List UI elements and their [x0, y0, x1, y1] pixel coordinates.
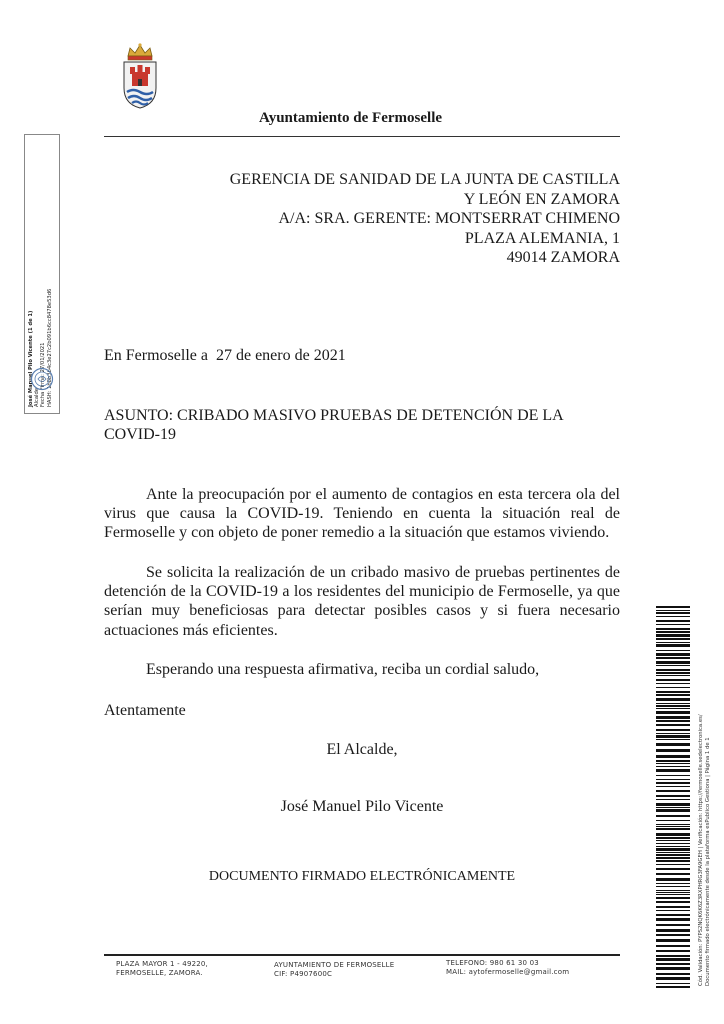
signature-role: Alcalde: [34, 388, 41, 407]
footer-divider: [104, 954, 620, 956]
footer-org-name: AYUNTAMIENTO DE FERMOSELLE: [274, 961, 395, 969]
town-hall-title: Ayuntamiento de Fermoselle: [259, 110, 443, 126]
body-paragraph-2: [104, 563, 620, 640]
footer-address-line-2: FERMOSELLE, ZAMORA.: [116, 969, 203, 977]
recipient-line-1: GERENCIA DE SANIDAD DE LA JUNTA DE CASTILLA: [229, 171, 620, 188]
recipient-line-4: PLAZA ALEMANIA, 1: [464, 230, 620, 247]
recipient-line-3: A/A: SRA. GERENTE: MONTSERRAT CHIMENO: [278, 210, 620, 227]
body-paragraph-3-text: Esperando una respuesta afirmativa, reciba un cordial saludo,: [146, 661, 540, 678]
subject-line-1: ASUNTO: CRIBADO MASIVO PRUEBAS DE DETENCIÓN DE LA: [104, 407, 564, 424]
verification-text: [698, 646, 712, 986]
electronic-signature-box: [24, 134, 60, 414]
recipient-line-5: 49014 ZAMORA: [506, 249, 620, 266]
footer-contact: [446, 959, 569, 977]
verification-platform-line: Documento firmado electrónicamente desde la plataforma esPublico Gestiona | Página 1 de 1: [705, 737, 712, 986]
footer-cif: CIF: P4907600C: [274, 970, 333, 978]
electronic-signature-note: DOCUMENTO FIRMADO ELECTRÓNICAMENTE: [208, 869, 516, 884]
recipient-line-2: Y LEÓN EN ZAMORA: [463, 191, 620, 208]
signature-date: Fecha Firma: 27/01/2021: [40, 342, 47, 407]
footer-address-line-1: PLAZA MAYOR 1 - 49220,: [116, 960, 208, 968]
coat-of-arms-logo: [114, 42, 166, 112]
date-line: En Fermoselle a 27 de enero de 2021: [104, 347, 346, 364]
header-divider: [104, 136, 620, 137]
footer-organization: [274, 961, 394, 979]
signer-role: El Alcalde,: [326, 741, 398, 758]
closing-atentamente: Atentamente: [104, 702, 186, 719]
footer-phone: TELEFONO: 980 61 30 03: [446, 959, 539, 967]
body-paragraph-1: [104, 485, 620, 543]
footer-address: [116, 960, 208, 978]
footer-email: MAIL: aytofermoselle@gmail.com: [446, 968, 570, 976]
body-paragraph-1-text: Ante la preocupación por el aumento de contagios en esta tercera ola del virus que causa la COVID-19. Teniendo en cuenta la situación real de Fermoselle y con objeto de poner remedio a la situación que estamos viviendo.: [104, 486, 620, 542]
signature-signer: José Manuel Pilo Vicente (1 de 1): [28, 310, 34, 407]
body-paragraph-2-text: Se solicita la realización de un cribado masivo de pruebas pertinentes de detención de la COVID-19 a los residentes del municipio de Fermoselle, ya que serían muy beneficiosas para detectar posibles casos y si fuera necesario actuaciones más eficientes.: [104, 564, 620, 639]
body-paragraph-3: [104, 660, 620, 679]
subject-line-2: COVID-19: [104, 426, 176, 443]
signer-name: José Manuel Pilo Vicente: [280, 798, 444, 815]
signature-hash: HASH: 1b8b3b4c3e27c2b091b6cc8478e53d6: [46, 288, 53, 407]
signature-seal-icon: [30, 367, 54, 391]
verification-barcode: [656, 606, 690, 988]
verification-code-line: Cód. Validación: PYPS2NQK6K6Z3RXPHRG3FA9GEH | Verificación: https://fermoselle.sedelectronica.es/: [698, 714, 704, 986]
